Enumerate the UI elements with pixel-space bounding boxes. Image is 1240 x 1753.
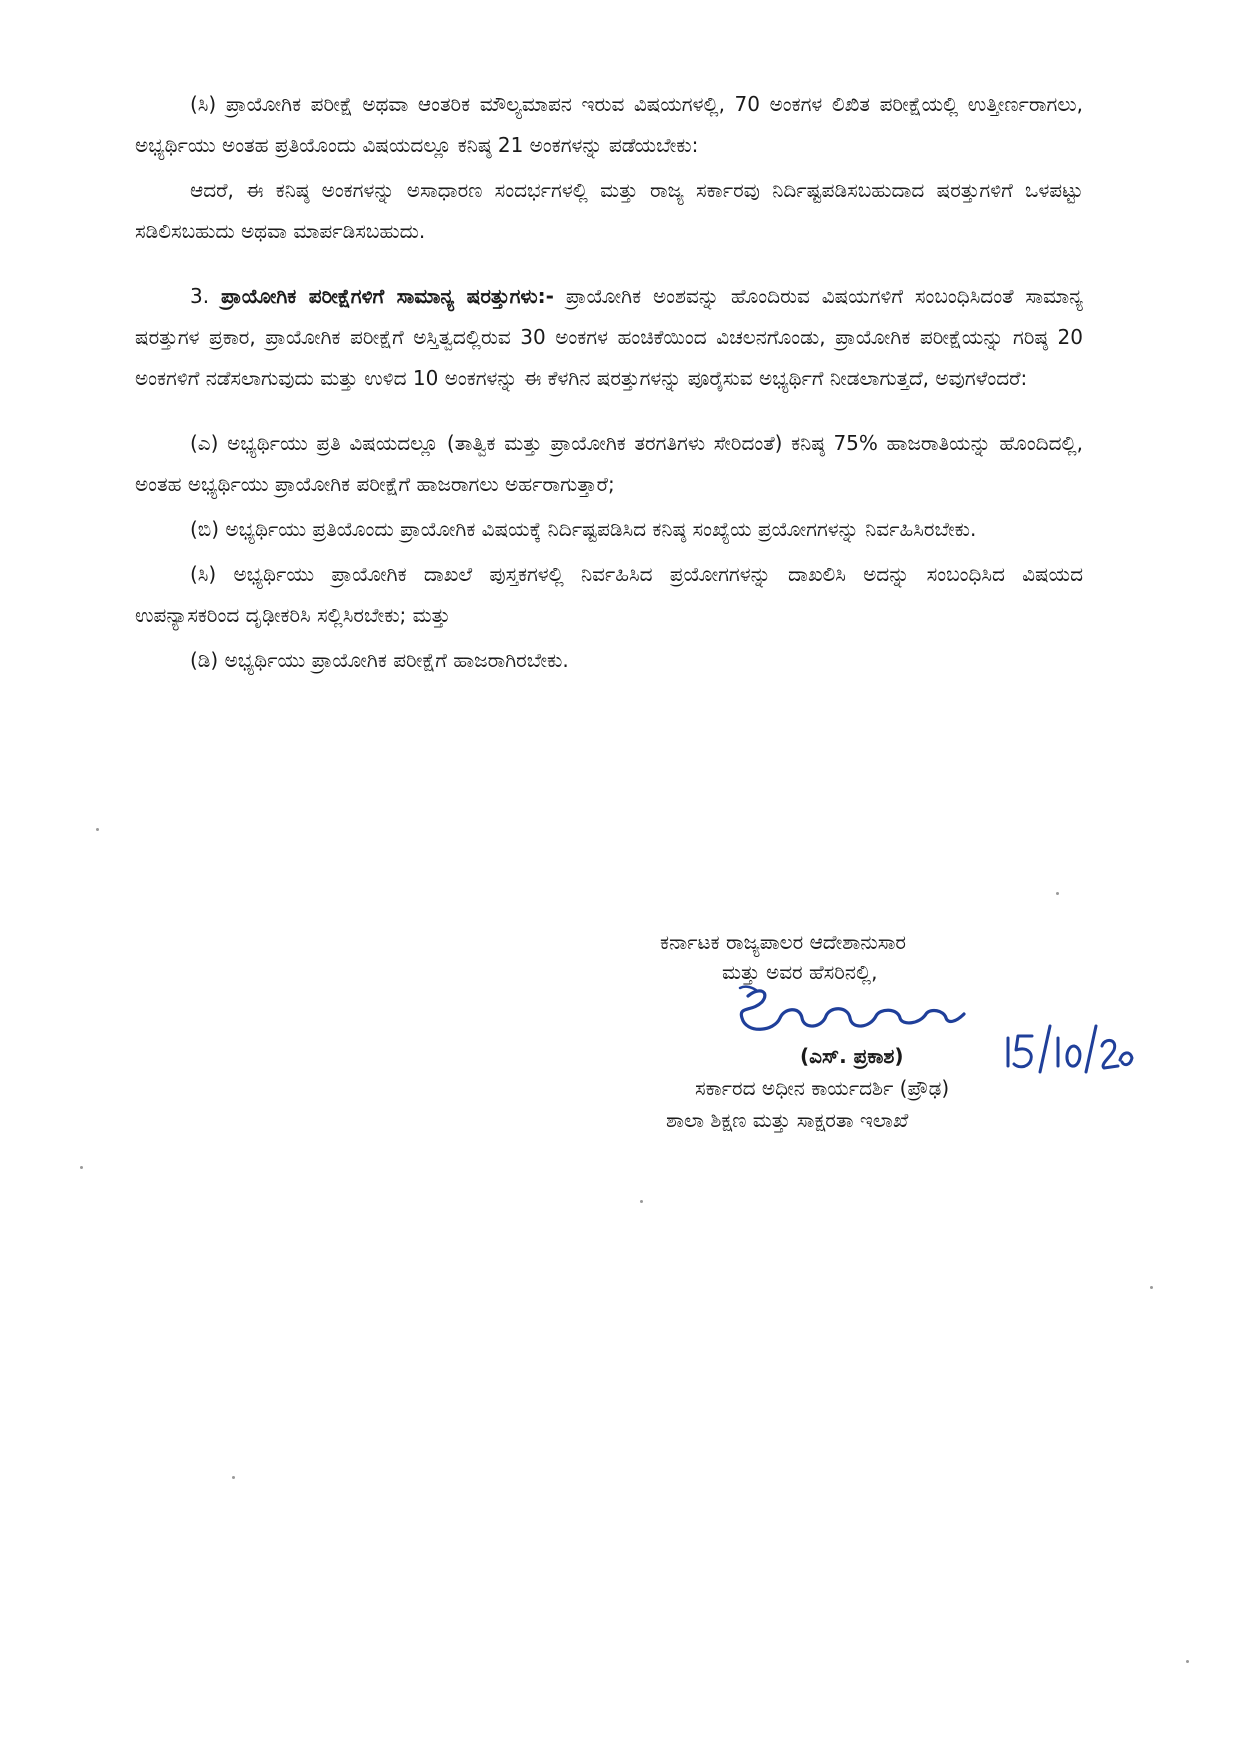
condition-a: (ಎ) ಅಭ್ಯರ್ಥಿಯು ಪ್ರತಿ ವಿಷಯದಲ್ಲೂ (ತಾತ್ವಿಕ ಮತ್ತು ಪ್ರಾಯೋಗಿಕ ತರಗತಿಗಳು ಸೇರಿದಂತೆ) ಕನಿಷ್ಠ 75% ಹಾಜರಾತಿಯನ್ನು ಹೊಂದಿದಲ್ಲಿ, ಅಂತಹ ಅಭ್ಯರ್ಥಿಯು ಪ್ರಾಯೋಗಿಕ ಪರೀಕ್ಷೆಗೆ ಹಾಜರಾಗಲು ಅರ್ಹರಾಗುತ್ತಾರೆ; [135,431,1083,496]
signatory-designation: ಸರ್ಕಾರದ ಅಧೀನ ಕಾರ್ಯದರ್ಶಿ (ಪ್ರೌಢ) [695,1076,950,1100]
handwritten-date [1000,1022,1135,1082]
section-3-heading: ಪ್ರಾಯೋಗಿಕ ಪರೀಕ್ಷೆಗಳಿಗೆ ಸಾಮಾನ್ಯ ಷರತ್ತುಗಳು:- [220,284,554,308]
proviso-paragraph: ಆದರೆ, ಈ ಕನಿಷ್ಠ ಅಂಕಗಳನ್ನು ಅಸಾಧಾರಣ ಸಂದರ್ಭಗಳಲ್ಲಿ ಮತ್ತು ರಾಜ್ಯ ಸರ್ಕಾರವು ನಿರ್ದಿಷ್ಟಪಡಿಸಬಹುದಾದ ಷರತ್ತುಗಳಿಗೆ ಒಳಪಟ್ಟು ಸಡಿಲಿಸಬಹುದು ಅಥವಾ ಮಾರ್ಪಡಿಸಬಹುದು. [135,178,1083,243]
signatory-name: (ಎಸ್. ಪ್ರಕಾಶ) [800,1044,904,1068]
handwritten-signature [730,984,970,1050]
scan-speck [232,1476,235,1479]
section-3-body: ಪ್ರಾಯೋಗಿಕ ಅಂಶವನ್ನು ಹೊಂದಿರುವ ವಿಷಯಗಳಿಗೆ ಸಂಬಂಧಿಸಿದಂತೆ ಸಾಮಾನ್ಯ ಷರತ್ತುಗಳ ಪ್ರಕಾರ, ಪ್ರಾಯೋಗಿಕ ಪರೀಕ್ಷೆಗೆ ಅಸ್ತಿತ್ವದಲ್ಲಿರುವ 30 ಅಂಕಗಳ ಹಂಚಿಕೆಯಿಂದ ವಿಚಲನಗೊಂಡು, ಪ್ರಾಯೋಗಿಕ ಪರೀಕ್ಷೆಯನ್ನು ಗರಿಷ್ಠ 20 ಅಂಕಗಳಿಗೆ ನಡೆಸಲಾಗುವುದು ಮತ್ತು ಉಳಿದ 10 ಅಂಕಗಳನ್ನು ಈ ಕೆಳಗಿನ ಷರತ್ತುಗಳನ್ನು ಪೂರೈಸುವ ಅಭ್ಯರ್ಥಿಗೆ ನೀಡಲಾಗುತ್ತದೆ, ಅವುಗಳೆಂದರೆ: [135,284,1084,390]
scan-speck [96,828,99,831]
signatory-department: ಶಾಲಾ ಶಿಕ್ಷಣ ಮತ್ತು ಸಾಕ್ಷರತಾ ಇಲಾಖೆ [666,1108,909,1132]
signature-block [600,928,1160,1138]
condition-d: (ಡಿ) ಅಭ್ಯರ್ಥಿಯು ಪ್ರಾಯೋಗಿಕ ಪರೀಕ್ಷೆಗೆ ಹಾಜರಾಗಿರಬೇಕು. [190,648,569,672]
in-name-of-line: ಮತ್ತು ಅವರ ಹೆಸರಿನಲ್ಲಿ, [722,960,878,984]
clause-c-practical: (ಸಿ) ಪ್ರಾಯೋಗಿಕ ಪರೀಕ್ಷೆ ಅಥವಾ ಆಂತರಿಕ ಮೌಲ್ಯಮಾಪನ ಇರುವ ವಿಷಯಗಳಲ್ಲಿ, 70 ಅಂಕಗಳ ಲಿಖಿತ ಪರೀಕ್ಷೆಯಲ್ಲಿ ಉತ್ತೀರ್ಣರಾಗಲು, ಅಭ್ಯರ್ಥಿಯು ಅಂತಹ ಪ್ರತಿಯೊಂದು ವಿಷಯದಲ್ಲೂ ಕನಿಷ್ಠ 21 ಅಂಕಗಳನ್ನು ಪಡೆಯಬೇಕು: [135,92,1083,157]
document-body [135,84,1083,681]
condition-b: (ಬಿ) ಅಭ್ಯರ್ಥಿಯು ಪ್ರತಿಯೊಂದು ಪ್ರಾಯೋಗಿಕ ವಿಷಯಕ್ಕೆ ನಿರ್ದಿಷ್ಟಪಡಿಸಿದ ಕನಿಷ್ಠ ಸಂಖ್ಯೆಯ ಪ್ರಯೋಗಗಳನ್ನು ನಿರ್ವಹಿಸಿರಬೇಕು. [190,517,977,541]
scan-speck [640,1200,643,1203]
condition-c: (ಸಿ) ಅಭ್ಯರ್ಥಿಯು ಪ್ರಾಯೋಗಿಕ ದಾಖಲೆ ಪುಸ್ತಕಗಳಲ್ಲಿ ನಿರ್ವಹಿಸಿದ ಪ್ರಯೋಗಗಳನ್ನು ದಾಖಲಿಸಿ ಅದನ್ನು ಸಂಬಂಧಿಸಿದ ವಿಷಯದ ಉಪನ್ಯಾಸಕರಿಂದ ದೃಢೀಕರಿಸಿ ಸಲ್ಲಿಸಿರಬೇಕು; ಮತ್ತು [135,562,1083,627]
scan-speck [80,1166,83,1169]
scan-speck [1186,1660,1189,1663]
scan-speck [1150,1286,1153,1289]
section-3-number: 3. [190,284,210,308]
scan-speck [1056,892,1059,895]
section-3-paragraph [135,276,1083,399]
order-of-governor-line: ಕರ್ನಾಟಕ ರಾಜ್ಯಪಾಲರ ಆದೇಶಾನುಸಾರ [660,930,907,954]
